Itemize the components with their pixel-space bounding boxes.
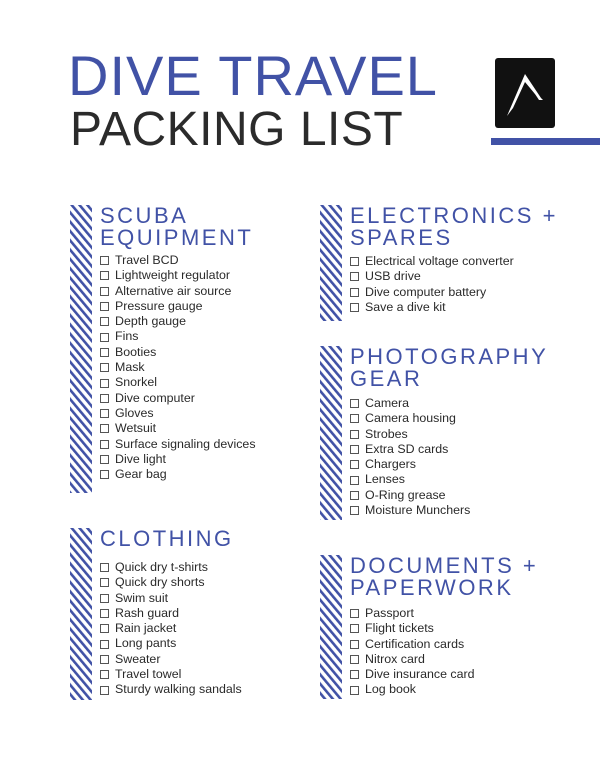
item-label: Gear bag xyxy=(115,467,167,482)
checklist-item xyxy=(100,284,256,299)
item-label: USB drive xyxy=(365,269,421,284)
checkbox[interactable] xyxy=(100,317,109,326)
checkbox[interactable] xyxy=(100,640,109,649)
checklist-item xyxy=(100,560,242,575)
section-scuba-equipment xyxy=(70,205,300,495)
section-title: SCUBA EQUIPMENT xyxy=(100,203,254,250)
checkbox[interactable] xyxy=(350,640,359,649)
checkbox[interactable] xyxy=(100,470,109,479)
checklist-item xyxy=(100,437,256,452)
item-label: Travel BCD xyxy=(115,253,179,267)
checkbox[interactable] xyxy=(100,363,109,372)
item-label: Gloves xyxy=(115,405,154,420)
section-title: DOCUMENTS + PAPERWORK xyxy=(350,553,539,600)
item-label: Dive computer xyxy=(115,390,195,405)
checklist-item xyxy=(100,391,256,406)
checkbox[interactable] xyxy=(100,394,109,403)
checklist-item xyxy=(100,636,242,651)
checklist-item xyxy=(100,406,256,421)
hatch-stripe-decoration xyxy=(70,528,92,700)
hatch-stripe-decoration xyxy=(320,346,342,520)
item-label: Extra SD cards xyxy=(365,441,449,456)
checkbox[interactable] xyxy=(100,333,109,342)
checkbox[interactable] xyxy=(100,655,109,664)
item-label: Passport xyxy=(365,606,414,620)
checkbox[interactable] xyxy=(350,624,359,633)
item-label: Dive light xyxy=(115,451,166,466)
checkbox[interactable] xyxy=(100,594,109,603)
item-label: Camera xyxy=(365,396,410,410)
checklist-item xyxy=(350,667,475,682)
checkbox[interactable] xyxy=(350,288,359,297)
checklist-item xyxy=(350,606,475,621)
checklist-item xyxy=(350,652,475,667)
checkbox[interactable] xyxy=(350,686,359,695)
header-accent-bar xyxy=(491,138,600,145)
checklist-item xyxy=(350,488,470,503)
section-electronics-spares xyxy=(320,205,590,321)
checklist xyxy=(350,606,475,698)
checkbox[interactable] xyxy=(100,609,109,618)
item-label: Nitrox card xyxy=(365,651,425,666)
checkbox[interactable] xyxy=(100,455,109,464)
item-label: Camera housing xyxy=(365,411,456,426)
item-label: Snorkel xyxy=(115,375,158,390)
item-label: Swim suit xyxy=(115,590,169,605)
item-label: Sweater xyxy=(115,651,161,666)
checkbox[interactable] xyxy=(350,460,359,469)
checkbox[interactable] xyxy=(350,272,359,281)
hatch-stripe-decoration xyxy=(320,555,342,699)
checklist-item xyxy=(350,285,514,300)
item-label: Log book xyxy=(365,682,416,697)
checklist-item xyxy=(100,667,242,682)
checkbox[interactable] xyxy=(350,399,359,408)
item-label: Dive computer battery xyxy=(365,284,487,299)
item-label: Rain jacket xyxy=(115,621,177,636)
hatch-stripe-decoration xyxy=(70,205,92,493)
checkbox[interactable] xyxy=(100,287,109,296)
checkbox[interactable] xyxy=(350,655,359,664)
checklist-item xyxy=(100,606,242,621)
checkbox[interactable] xyxy=(350,491,359,500)
item-label: Alternative air source xyxy=(115,283,232,298)
item-label: Booties xyxy=(115,344,157,359)
hatch-stripe-decoration xyxy=(320,205,342,321)
item-label: Quick dry t-shirts xyxy=(115,560,208,574)
checklist-item xyxy=(100,268,256,283)
checkbox[interactable] xyxy=(100,256,109,265)
checklist-item xyxy=(350,396,470,411)
item-label: Electrical voltage converter xyxy=(365,254,514,268)
item-label: O-Ring grease xyxy=(365,487,446,502)
checklist-item xyxy=(100,360,256,375)
checklist-item xyxy=(350,300,514,315)
checkbox[interactable] xyxy=(100,624,109,633)
checkbox[interactable] xyxy=(100,670,109,679)
checklist-item xyxy=(100,621,242,636)
checkbox[interactable] xyxy=(350,414,359,423)
checkbox[interactable] xyxy=(100,302,109,311)
item-label: Quick dry shorts xyxy=(115,575,205,590)
item-label: Depth gauge xyxy=(115,314,186,329)
checklist-item xyxy=(350,269,514,284)
item-label: Strobes xyxy=(365,426,408,441)
title-line-2: PACKING LIST xyxy=(70,103,404,156)
checklist xyxy=(350,396,470,518)
item-label: Travel towel xyxy=(115,667,182,682)
checklist-item xyxy=(100,314,256,329)
checklist-item xyxy=(350,637,475,652)
checkbox[interactable] xyxy=(100,348,109,357)
checkbox[interactable] xyxy=(100,578,109,587)
item-label: Long pants xyxy=(115,636,177,651)
checkbox[interactable] xyxy=(350,670,359,679)
item-label: Wetsuit xyxy=(115,421,157,436)
checklist-item xyxy=(350,457,470,472)
checklist-item xyxy=(100,329,256,344)
section-title: PHOTOGRAPHY GEAR xyxy=(350,344,549,391)
checklist xyxy=(100,253,256,482)
item-label: Save a dive kit xyxy=(365,299,446,314)
checklist-item xyxy=(100,345,256,360)
item-label: Moisture Munchers xyxy=(365,503,471,518)
checkbox[interactable] xyxy=(350,476,359,485)
checkbox[interactable] xyxy=(100,440,109,449)
checkbox[interactable] xyxy=(350,257,359,266)
checklist-item xyxy=(350,254,514,269)
item-label: Chargers xyxy=(365,457,416,472)
section-documents-paperwork xyxy=(320,555,590,699)
item-label: Fins xyxy=(115,329,139,344)
mountain-peak-logo-icon xyxy=(495,58,555,128)
checklist-item xyxy=(100,467,256,482)
checkbox[interactable] xyxy=(100,271,109,280)
item-label: Certification cards xyxy=(365,636,465,651)
item-label: Lightweight regulator xyxy=(115,268,231,283)
section-photography-gear xyxy=(320,346,590,520)
checkbox[interactable] xyxy=(100,379,109,388)
checklist-item xyxy=(350,503,470,518)
checkbox[interactable] xyxy=(350,609,359,618)
checkbox[interactable] xyxy=(100,409,109,418)
checkbox[interactable] xyxy=(100,686,109,695)
checklist-item xyxy=(100,652,242,667)
checklist-item xyxy=(350,472,470,487)
checkbox[interactable] xyxy=(100,563,109,572)
checkbox[interactable] xyxy=(350,506,359,515)
checklist-item xyxy=(350,682,475,697)
section-clothing xyxy=(70,528,300,700)
item-label: Rash guard xyxy=(115,605,180,620)
checkbox[interactable] xyxy=(100,424,109,433)
checklist-item xyxy=(350,442,470,457)
checklist-item xyxy=(100,253,256,268)
checklist-item xyxy=(100,575,242,590)
checklist-item xyxy=(100,421,256,436)
checkbox[interactable] xyxy=(350,303,359,312)
checklist xyxy=(100,560,242,698)
checklist-item xyxy=(100,591,242,606)
section-title: ELECTRONICS + SPARES xyxy=(350,203,558,250)
checklist-item xyxy=(100,452,256,467)
item-label: Dive insurance card xyxy=(365,667,475,682)
checkbox[interactable] xyxy=(350,445,359,454)
item-label: Surface signaling devices xyxy=(115,436,256,451)
checklist-item xyxy=(100,682,242,697)
section-title: CLOTHING xyxy=(100,526,234,551)
checklist-item xyxy=(350,427,470,442)
item-label: Flight tickets xyxy=(365,621,434,636)
item-label: Lenses xyxy=(365,472,405,487)
item-label: Mask xyxy=(115,360,145,375)
item-label: Sturdy walking sandals xyxy=(115,682,242,697)
title-line-1: DIVE TRAVEL xyxy=(68,44,438,107)
checklist-item xyxy=(100,375,256,390)
checkbox[interactable] xyxy=(350,430,359,439)
checklist-item xyxy=(350,411,470,426)
item-label: Pressure gauge xyxy=(115,298,203,313)
checklist xyxy=(350,254,514,315)
checklist-item xyxy=(350,621,475,636)
checklist-item xyxy=(100,299,256,314)
